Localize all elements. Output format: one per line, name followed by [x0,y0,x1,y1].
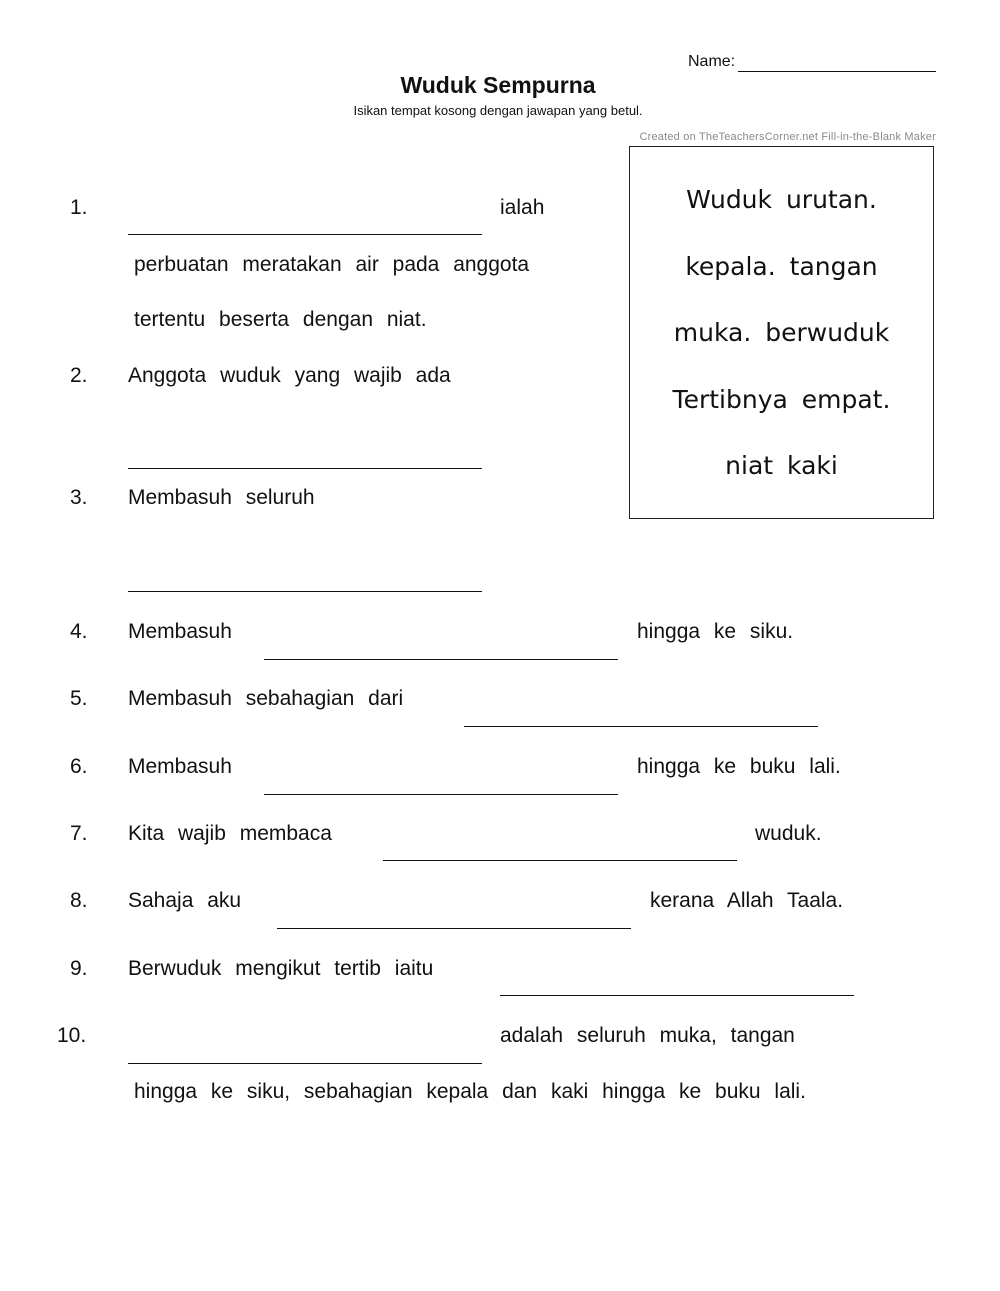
question-text: ialah [500,196,545,219]
word-bank-row: Wuduk urutan. [686,185,877,214]
question-text: hingga ke siku, sebahagian kepala dan kaki hingga ke buku lali. [134,1080,806,1103]
word-bank-row: niat kaki [725,451,838,480]
question-text: Membasuh [128,620,232,643]
question-number: 5. [70,687,88,710]
question-text: Membasuh sebahagian dari [128,687,404,710]
answer-blank-6[interactable] [264,794,618,795]
answer-blank-3[interactable] [128,591,482,592]
answer-blank-5[interactable] [464,726,818,727]
question-text: Berwuduk mengikut tertib iaitu [128,957,434,980]
question-text: Sahaja aku [128,889,242,912]
answer-blank-9[interactable] [500,995,854,996]
page-title: Wuduk Sempurna [400,72,596,98]
question-number: 3. [70,486,88,509]
question-number: 1. [70,196,88,219]
credit-text: Created on TheTeachersCorner.net Fill-in-the-Blank Maker [639,131,936,143]
question-number: 10. [57,1024,87,1047]
question-number: 9. [70,957,88,980]
answer-blank-1[interactable] [128,234,482,235]
word-bank-row: muka. berwuduk [673,318,890,347]
name-label: Name: [688,53,736,70]
word-bank-row: Tertibnya empat. [672,385,891,414]
answer-blank-8[interactable] [277,928,631,929]
question-number: 7. [70,822,88,845]
question-text: hingga ke siku. [637,620,794,643]
question-text: kerana Allah Taala. [650,889,844,912]
question-text: perbuatan meratakan air pada anggota [134,253,530,276]
answer-blank-2[interactable] [128,468,482,469]
question-number: 4. [70,620,88,643]
question-number: 2. [70,364,88,387]
word-bank [629,146,934,519]
answer-blank-7[interactable] [383,860,737,861]
question-text: hingga ke buku lali. [637,755,841,778]
question-text: Membasuh [128,755,232,778]
question-text: wuduk. [755,822,822,845]
question-text: Membasuh seluruh [128,486,315,509]
word-bank-row: kepala. tangan [685,252,878,281]
question-text: adalah seluruh muka, tangan [500,1024,795,1047]
question-text: Anggota wuduk yang wajib ada [128,364,451,387]
instructions: Isikan tempat kosong dengan jawapan yang betul. [353,103,643,118]
question-number: 8. [70,889,88,912]
answer-blank-4[interactable] [264,659,618,660]
question-text: Kita wajib membaca [128,822,332,845]
question-number: 6. [70,755,88,778]
question-text: tertentu beserta dengan niat. [134,308,427,331]
answer-blank-10[interactable] [128,1063,482,1064]
